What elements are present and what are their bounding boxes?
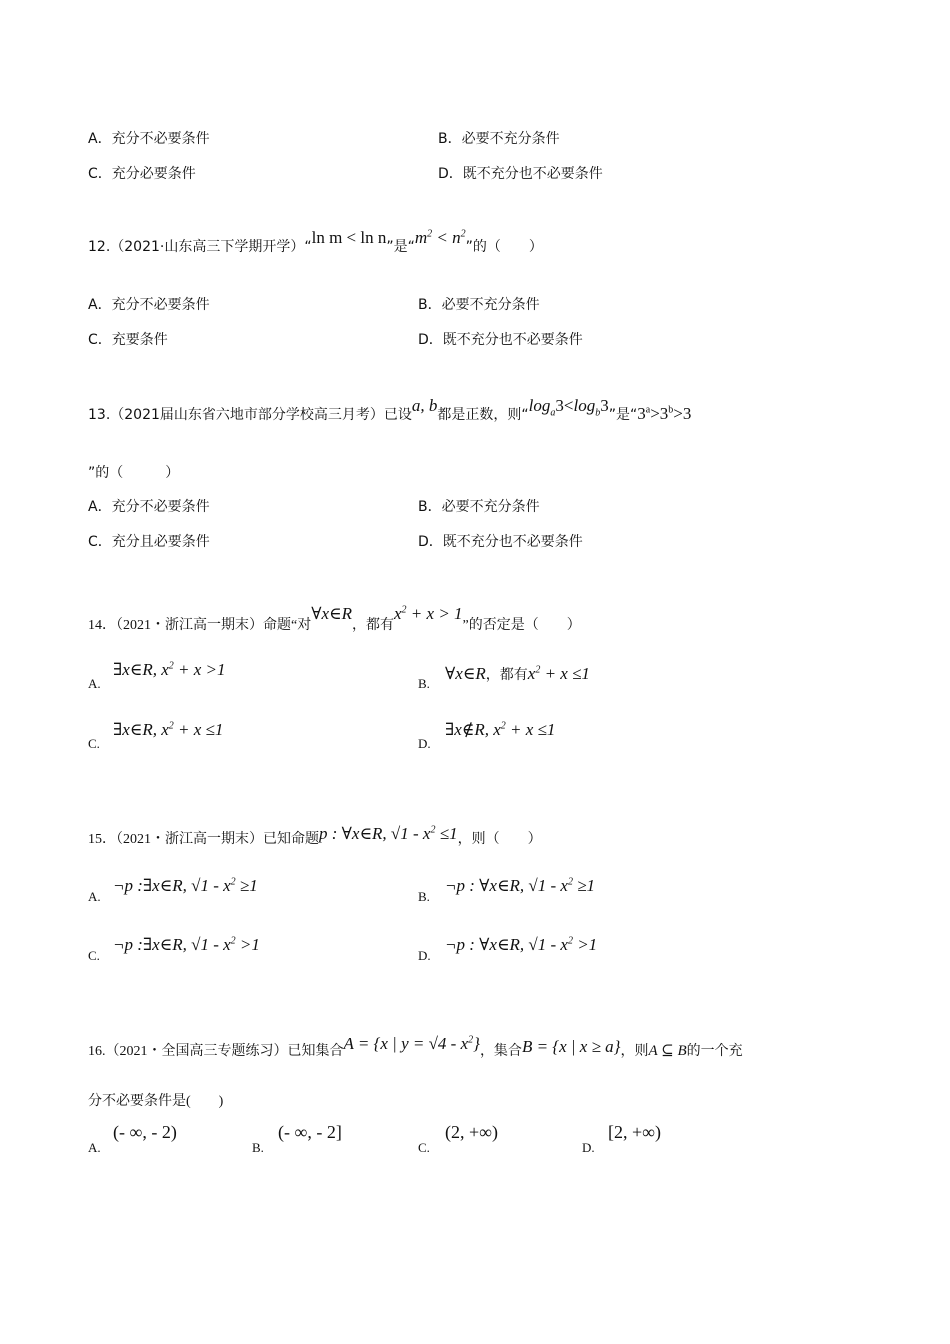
- q12-option-a: A．充分不必要条件: [88, 297, 210, 313]
- q15-option-b-expr: ¬p : ∀x∈R, $√1 - x^2 \ge 1$: [445, 876, 596, 895]
- q15-option-c-label: C.: [88, 948, 100, 963]
- q13-option-a: A．充分不必要条件: [88, 499, 210, 515]
- q16-option-d-expr: [2, +∞): [608, 1122, 661, 1142]
- q16-option-c-expr: (2, +∞): [445, 1122, 498, 1142]
- q11-option-b: B．必要不充分条件: [438, 131, 560, 147]
- q13-stem: 13.（2021届山东省六地市部分学校高三月考）已设a, b都是正数，则“$\log_a3<\log_b3$”是“$3^a>3^b>3$: [88, 396, 692, 423]
- q13-stem-line2: ”的（ ）: [88, 465, 180, 481]
- q16-option-a-label: A.: [88, 1140, 101, 1155]
- q14-option-c-expr: ∃x∈R, $x^2 + x \le 1$: [113, 720, 224, 739]
- q11-option-c: C．充分必要条件: [88, 166, 196, 182]
- q12-option-c: C．充要条件: [88, 332, 168, 348]
- q16-option-d-label: D.: [582, 1140, 595, 1155]
- q11-option-a: A．充分不必要条件: [88, 131, 210, 147]
- q13-option-b: B．必要不充分条件: [418, 499, 540, 515]
- q14-option-a-expr: ∃x∈R, $x^2 + x >1$: [113, 660, 226, 679]
- q12-stem: 12.（2021·山东高三下学期开学）“ln m < ln n”是“$m^2 < n^2$”的（ ）: [88, 228, 543, 255]
- q15-option-c-expr: ¬p :∃x∈R, $√1 - x^2 >1$: [113, 935, 260, 954]
- q14-option-b-label: B.: [418, 676, 430, 691]
- q15-stem: 15．（2021・浙江高一期末）已知命题p : ∀x∈R, $√1 - x^2 \le 1$，则（ ）: [88, 824, 542, 847]
- q12-option-d: D．既不充分也不必要条件: [418, 332, 583, 348]
- q16-option-b-label: B.: [252, 1140, 264, 1155]
- q11-option-d: D．既不充分也不必要条件: [438, 166, 603, 182]
- q16-option-b-expr: (- ∞, - 2]: [278, 1122, 342, 1142]
- q15-option-a-label: A.: [88, 889, 101, 904]
- q15-option-d-expr: ¬p : ∀x∈R, $√1 - x^2 >1$: [445, 935, 598, 954]
- q16-option-c-label: C.: [418, 1140, 430, 1155]
- q14-option-c-label: C.: [88, 736, 100, 751]
- q14-option-d-label: D.: [418, 736, 431, 751]
- q12-option-b: B．必要不充分条件: [418, 297, 540, 313]
- q13-option-d: D．既不充分也不必要条件: [418, 534, 583, 550]
- q16-stem: 16.（2021・全国高三专题练习）已知集合A = {x | $y = √4 - x^2$}，集合B = {x | x ≥ a}，则A ⊆ B的一个充: [88, 1034, 743, 1059]
- q14-option-b-expr: ∀x∈R，都有$x^2 + x \le 1$: [445, 664, 590, 683]
- q15-option-a-expr: ¬p :∃x∈R, $√1 - x^2 \ge 1$: [113, 876, 258, 895]
- q16-option-a-expr: (- ∞, - 2): [113, 1122, 177, 1142]
- q14-stem: 14．（2021・浙江高一期末）命题“对∀x∈R，都有$x^2 + x > 1$”的否定是（ ）: [88, 604, 581, 633]
- q13-option-c: C．充分且必要条件: [88, 534, 210, 550]
- q15-option-d-label: D.: [418, 948, 431, 963]
- q14-option-a-label: A.: [88, 676, 101, 691]
- q14-option-d-expr: ∃x∉R, $x^2 + x \le 1$: [445, 720, 556, 739]
- q15-option-b-label: B.: [418, 889, 430, 904]
- q16-stem-line2: 分不必要条件是( ): [88, 1094, 224, 1109]
